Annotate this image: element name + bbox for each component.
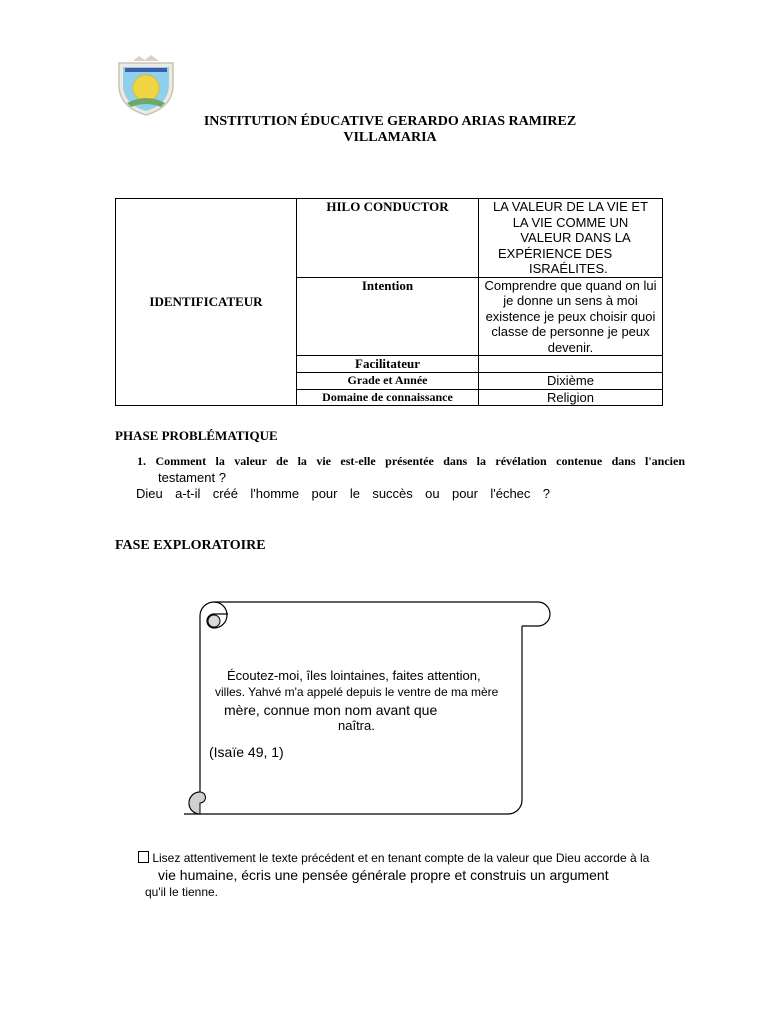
instruction-block: [138, 850, 698, 901]
question-1-text: Comment la valeur de la vie est-elle présentée dans la révélation contenue dans l'ancien: [155, 454, 686, 468]
school-crest-icon: [113, 55, 179, 117]
instruction-text: Lisez attentivement le texte précédent et en tenant compte de la valeur que Dieu accorde à la: [152, 851, 650, 865]
identification-table: [115, 198, 663, 406]
school-name: INSTITUTION ÉDUCATIVE GERARDO ARIAS RAMIREZ: [203, 114, 577, 129]
value-line: classe de personne je peux: [491, 324, 650, 339]
question-1-continuation: testament ?: [158, 470, 226, 485]
value-facilitateur: [479, 356, 663, 373]
label-domaine: Domaine de connaissance: [297, 389, 479, 406]
value-grade: Dixième: [479, 373, 663, 390]
label-grade: Grade et Année: [297, 373, 479, 390]
instruction-line: [138, 850, 698, 867]
phase-problematique-title: PHASE PROBLÉMATIQUE: [115, 428, 278, 443]
bullet-icon: [138, 851, 149, 863]
scroll-reference: (Isaïe 49, 1): [209, 744, 284, 760]
value-line: LA VALEUR DE LA VIE ET: [492, 199, 649, 214]
scroll-line: naîtra.: [338, 718, 375, 733]
value-line: devenir.: [547, 339, 594, 355]
question-number: 1.: [137, 454, 146, 468]
scroll-line: Écoutez-moi, îles lointaines, faites attention,: [227, 668, 481, 683]
question-2: Dieu a-t-il créé l'homme pour le succès ou pour l'échec ?: [136, 486, 550, 501]
city-name: VILLAMARIA: [343, 130, 437, 145]
value-line: EXPÉRIENCE DES: [498, 245, 613, 261]
value-line: VALEUR DANS LA: [520, 230, 631, 245]
instruction-line: qu'il le tienne.: [145, 885, 219, 899]
value-hilo-conductor: [479, 199, 663, 278]
scroll-line: villes. Yahvé m'a appelé depuis le ventre de ma mère: [215, 685, 499, 699]
label-facilitateur: Facilitateur: [297, 356, 479, 373]
value-domaine: Religion: [479, 389, 663, 406]
scroll-frame: [170, 598, 552, 818]
value-line: LA VIE COMME UN: [512, 214, 629, 230]
scroll-line: mère, connue mon nom avant que: [224, 702, 438, 718]
identifier-cell: IDENTIFICATEUR: [116, 199, 297, 406]
value-line: existence je peux choisir quoi: [485, 308, 656, 324]
value-line: ISRAÉLITES.: [529, 261, 608, 276]
value-line: je donne un sens à moi: [503, 293, 638, 308]
label-hilo-conductor: HILO CONDUCTOR: [297, 199, 479, 278]
question-1: [137, 454, 685, 469]
value-line: Comprendre que quand on lui: [484, 277, 657, 293]
fase-exploratoire-title: FASE EXPLORATOIRE: [115, 538, 266, 553]
value-intention: [479, 277, 663, 356]
label-intention: Intention: [297, 277, 479, 356]
instruction-line: vie humaine, écris une pensée générale propre et construis un argument: [158, 867, 609, 883]
